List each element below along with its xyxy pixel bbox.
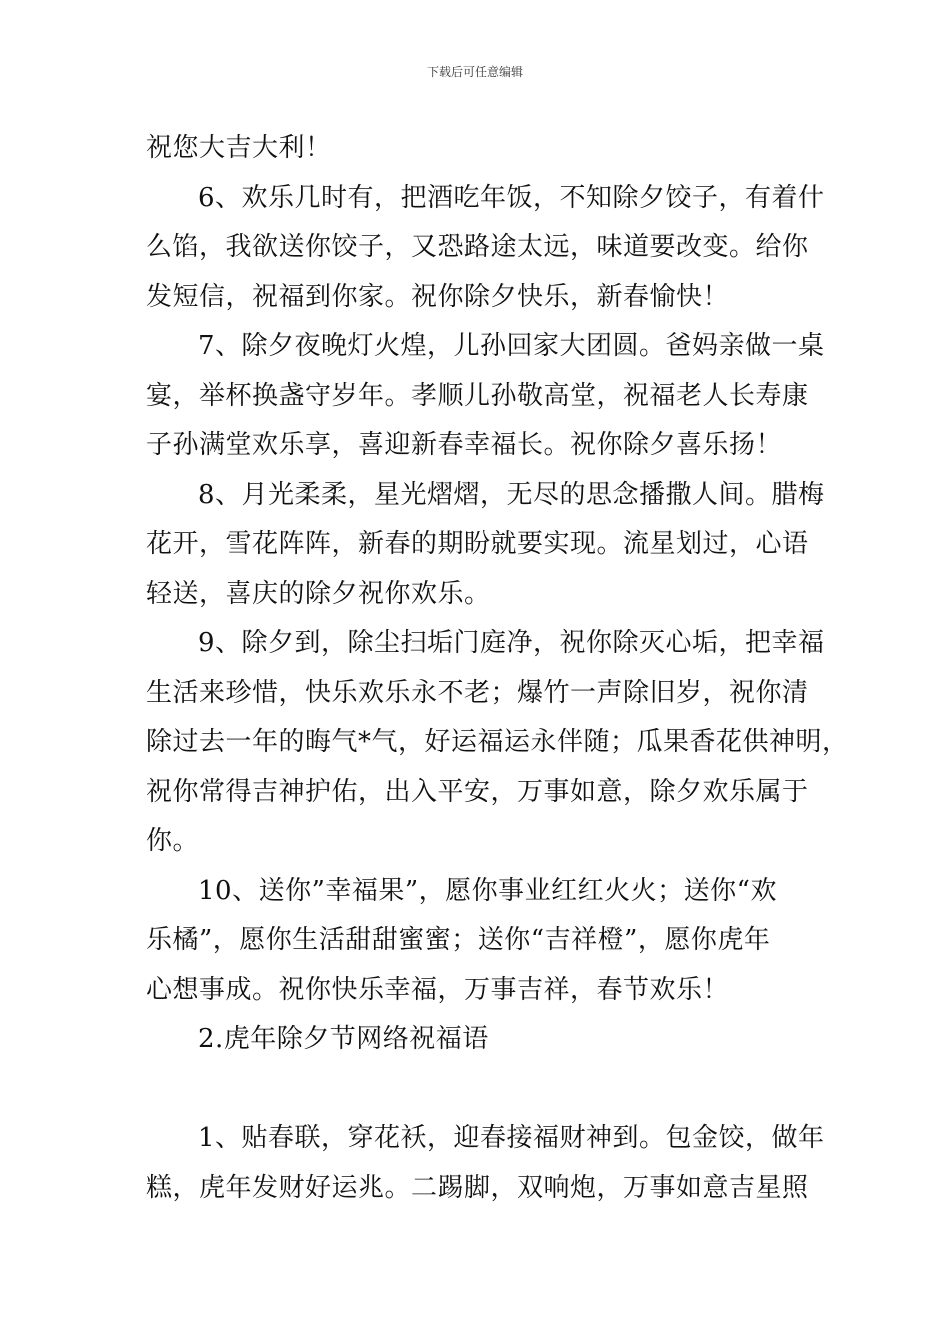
text-line: 除过去一年的晦气*气，好运福运永伴随；瓜果香花供神明，: [146, 727, 849, 757]
text-line: 轻送，喜庆的除夕祝你欢乐。: [146, 578, 491, 609]
text-line: 7、除夕夜晚灯火煌，儿孙回家大团圆。爸妈亲做一桌: [198, 331, 825, 361]
text-line: 乐橘”，愿你生活甜甜蜜蜜；送你“吉祥橙”，愿你虎年: [146, 925, 771, 955]
text-line: 你。: [146, 826, 200, 856]
text-line: 发短信，祝福到你家。祝你除夕快乐，新春愉快！: [146, 281, 730, 312]
text-line: 6、欢乐几时有，把酒吃年饭，不知除夕饺子，有着什: [198, 182, 825, 213]
text-line: 宴，举杯换盏守岁年。孝顺儿孙敬高堂，祝福老人长寿康: [146, 380, 809, 411]
text-line: 花开，雪花阵阵，新春的期盼就要实现。流星划过，心语: [146, 529, 809, 559]
blank-line: [146, 1065, 826, 1115]
text-line: 祝您大吉大利！: [146, 133, 332, 163]
text-line: 10、送你”幸福果”，愿你事业红红火火；送你“欢: [198, 875, 777, 906]
text-line: 8、月光柔柔，星光熠熠，无尽的思念播撒人间。腊梅: [198, 479, 825, 510]
text-line: 子孙满堂欢乐享，喜迎新春幸福长。祝你除夕喜乐扬！: [146, 430, 783, 460]
text-line: 生活来珍惜，快乐欢乐永不老；爆竹一声除旧岁，祝你清: [146, 677, 809, 708]
section-heading: 2.虎年除夕节网络祝福语: [198, 1024, 489, 1054]
page-header: 下载后可任意编辑: [426, 65, 523, 79]
document-body: [146, 124, 849, 1213]
text-line: 心想事成。祝你快乐幸福，万事吉祥，春节欢乐！: [146, 974, 730, 1005]
text-line: 9、除夕到，除尘扫垢门庭净，祝你除灭心垢，把幸福: [198, 628, 825, 658]
text-line: 1、贴春联，穿花袄，迎春接福财神到。包金饺，做年: [198, 1123, 825, 1153]
text-line: 糕，虎年发财好运兆。二踢脚，双响炮，万事如意吉星照: [146, 1172, 809, 1203]
text-line: 祝你常得吉神护佑，出入平安，万事如意，除夕欢乐属于: [146, 776, 809, 807]
text-line: 么馅，我欲送你饺子，又恐路途太远，味道要改变。给你: [146, 232, 809, 262]
